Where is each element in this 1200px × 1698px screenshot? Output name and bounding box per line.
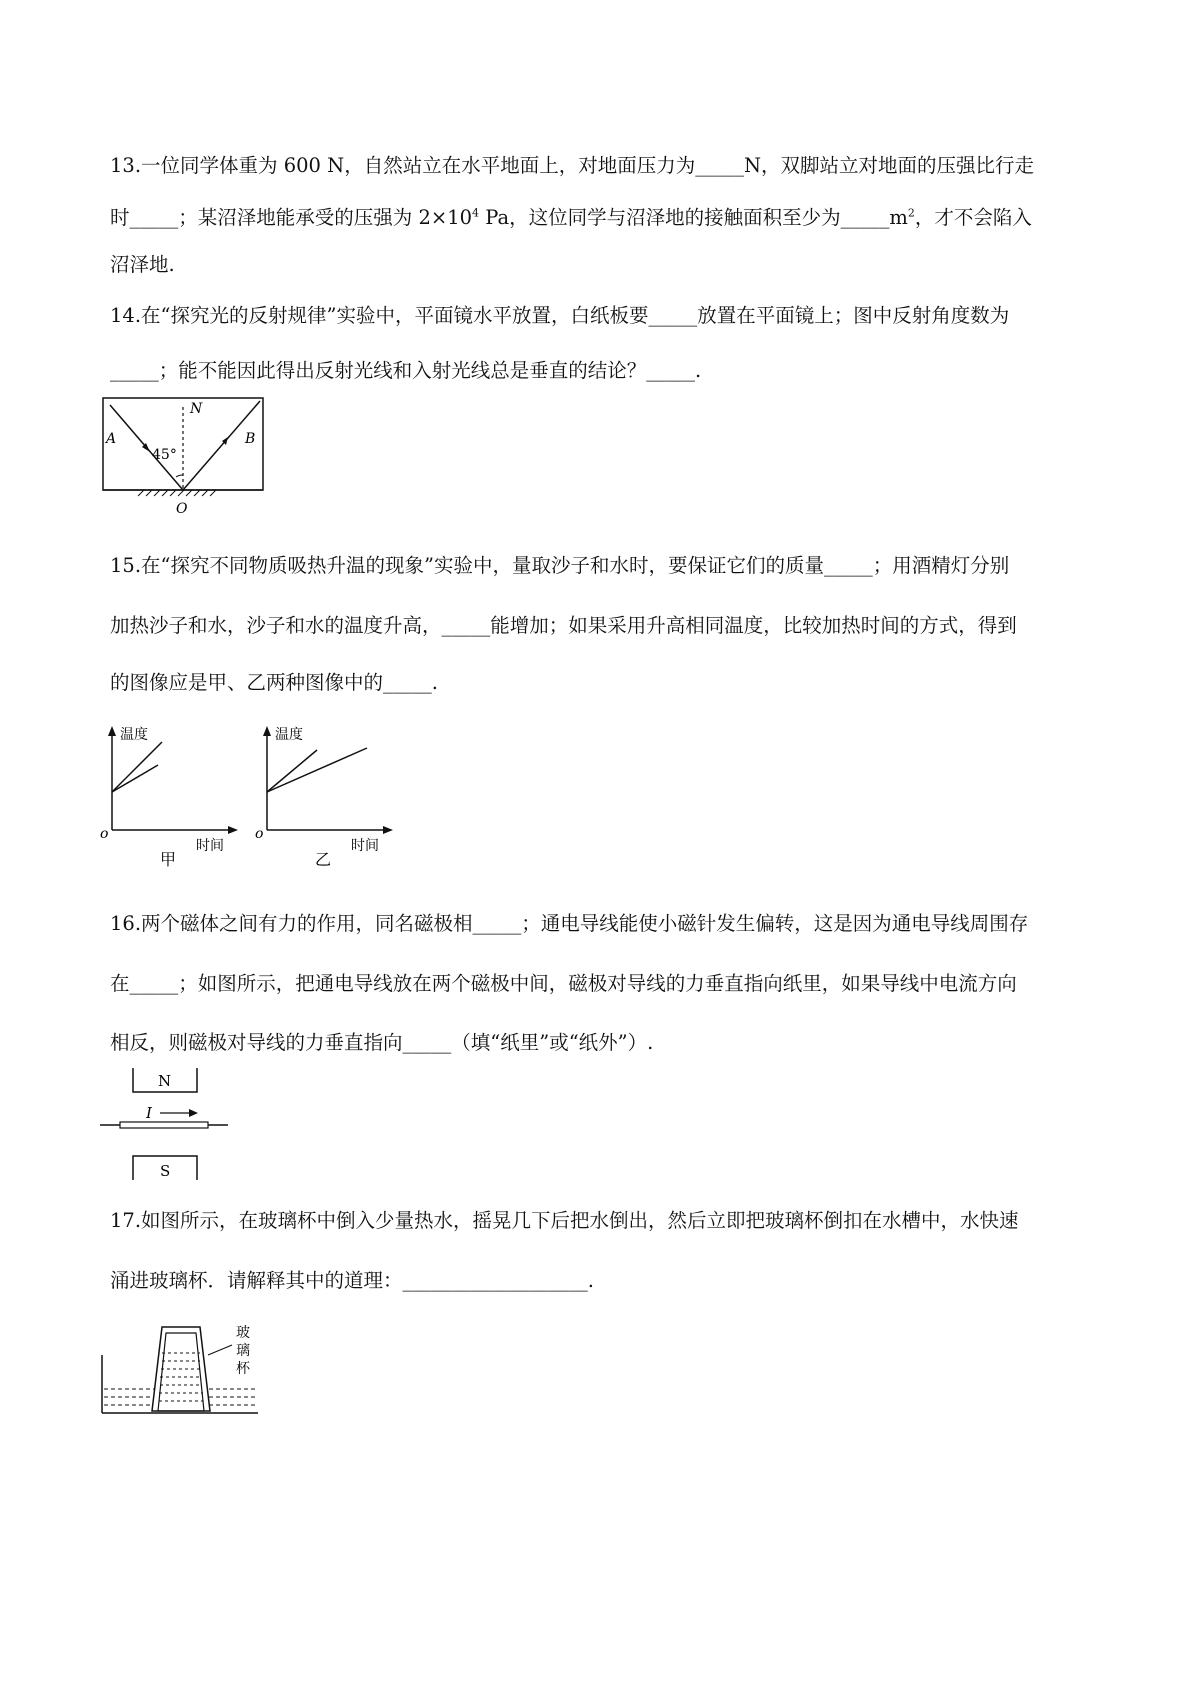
graph-yi-name: 乙 — [315, 850, 332, 869]
glass-cup-diagram — [100, 1325, 270, 1425]
glass-label-1: 玻 — [236, 1325, 250, 1341]
q13-exponent: 4 — [472, 206, 480, 220]
graph-yi-steep-line — [267, 750, 317, 792]
south-label: S — [160, 1162, 171, 1180]
graph-jia-origin: o — [100, 826, 109, 842]
q13-exponent-2: 2 — [907, 206, 915, 220]
label-a: A — [106, 431, 117, 447]
q14-line-2: _____；能不能因此得出反射光线和入射光线总是垂直的结论？_____. — [110, 359, 702, 382]
q13-line-2-part-a: 时_____；某沼泽地能承受的压强为 2×10 — [110, 206, 473, 229]
graph-jia-ylabel: 温度 — [120, 727, 148, 743]
q15-line-2: 加热沙子和水，沙子和水的温度升高，_____能增加；如果采用升高相同温度，比较加热时间的方式，得到 — [110, 614, 1017, 637]
graph-jia-name: 甲 — [160, 850, 177, 869]
q17-line-2: 涌进玻璃杯．请解释其中的道理：___________________. — [110, 1269, 594, 1292]
q16-line-3: 相反，则磁极对导线的力垂直指向_____（填“纸里”或“纸外”）. — [110, 1031, 654, 1054]
graph-jia — [100, 720, 250, 870]
north-label: N — [158, 1072, 172, 1090]
label-o: O — [176, 501, 188, 517]
graph-yi-shallow-line — [267, 748, 367, 792]
label-b: B — [245, 431, 256, 447]
glass-label-3: 杯 — [236, 1361, 250, 1377]
graph-yi-ylabel: 温度 — [275, 727, 303, 743]
glass-label-2: 璃 — [236, 1343, 250, 1359]
q13-line-2-part-b: Pa，这位同学与沼泽地的接触面积至少为_____m — [479, 206, 908, 229]
mirror-hatching — [138, 490, 216, 496]
angle-label: 45° — [152, 447, 177, 463]
graph-yi-origin: o — [255, 826, 264, 842]
q13-line-1: 13.一位同学体重为 600 N，自然站立在水平地面上，对地面压力为_____N，双脚站立对地面的压强比行走 — [110, 154, 1035, 177]
q14-line-1: 14.在“探究光的反射规律”实验中，平面镜水平放置，白纸板要_____放置在平面镜上；图中反射角度数为 — [110, 304, 1010, 327]
q13-line-2 — [110, 202, 1032, 230]
graph-yi — [255, 720, 405, 870]
q16-line-2: 在_____；如图所示，把通电导线放在两个磁极中间，磁极对导线的力垂直指向纸里，如果导线中电流方向 — [110, 972, 1017, 995]
magnet-diagram — [100, 1060, 240, 1190]
graph-jia-xlabel: 时间 — [196, 838, 224, 854]
label-pointer — [208, 1345, 232, 1355]
label-n: N — [190, 401, 203, 417]
q15-line-3: 的图像应是甲、乙两种图像中的_____. — [110, 671, 438, 694]
q17-line-1: 17.如图所示，在玻璃杯中倒入少量热水，摇晃几下后把水倒出，然后立即把玻璃杯倒扣在水槽中，水快速 — [110, 1209, 1019, 1232]
q15-line-1: 15.在“探究不同物质吸热升温的现象”实验中，量取沙子和水时，要保证它们的质量_____；用酒精灯分别 — [110, 554, 1010, 577]
wire-segment — [120, 1122, 208, 1128]
q13-line-2-part-c: ，才不会陷入 — [914, 206, 1032, 229]
current-label: I — [146, 1104, 152, 1122]
reflection-diagram — [100, 395, 280, 520]
q13-line-3: 沼泽地. — [110, 253, 175, 276]
graph-yi-xlabel: 时间 — [351, 838, 379, 854]
q16-line-1: 16.两个磁体之间有力的作用，同名磁极相_____；通电导线能使小磁针发生偏转，这是因为通电导线周围存 — [110, 912, 1029, 935]
